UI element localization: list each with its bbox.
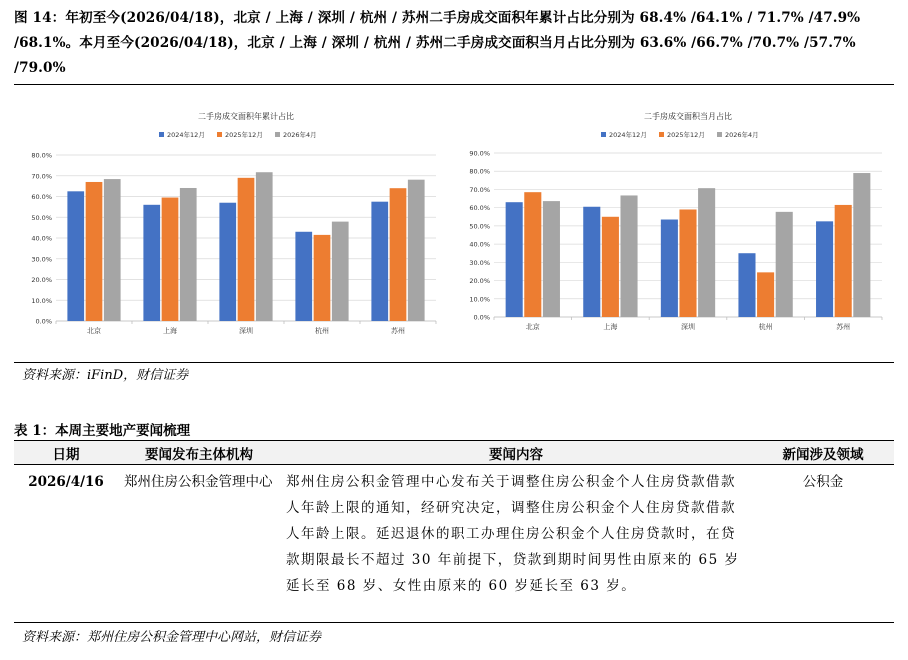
bar-0-3: [738, 253, 755, 317]
bar-2-3: [776, 212, 793, 317]
header-area: 新闻涉及领域: [752, 441, 894, 465]
y-tick-label: 50.0%: [469, 222, 490, 231]
table-row: [14, 465, 894, 602]
legend-swatch: [659, 132, 664, 137]
legend-label: 2026年4月: [725, 131, 759, 139]
row-date: 2026/4/16: [28, 474, 104, 490]
bar-2-0: [104, 179, 121, 321]
y-tick-label: 10.0%: [469, 295, 490, 304]
table-title: 表 1：本周主要地产要闻梳理: [14, 423, 191, 439]
y-tick-label: 60.0%: [469, 204, 490, 213]
row-content: 郑州住房公积金管理中心发布关于调整住房公积金个人住房贷款借款人年龄上限的通知，经研究决定，调整住房公积金个人住房贷款借款人年龄上限。延迟退休的职工办理住房公积金个人住房贷款时，在贷款期限最长不超过 30 年前提下，贷款到期时间男性由原来的 65 岁延长至 68 岁、女性由原来的 60 岁延长至 63 岁。: [286, 474, 740, 594]
y-tick-label: 70.0%: [31, 172, 52, 181]
legend-swatch: [217, 132, 222, 137]
bar-1-4: [835, 205, 852, 317]
legend-swatch: [275, 132, 280, 137]
header-content: 要闻内容: [280, 441, 752, 465]
bar-2-3: [332, 222, 349, 321]
bar-0-0: [67, 191, 84, 321]
y-tick-label: 0.0%: [473, 313, 490, 322]
chart-monthly-share-svg: [452, 95, 892, 357]
bar-0-4: [816, 221, 833, 317]
bar-1-4: [390, 188, 407, 321]
figure-top-rule: [14, 84, 894, 85]
table-source: 资料来源：郑州住房公积金管理中心网站，财信证券: [22, 630, 322, 645]
bar-0-4: [371, 202, 388, 321]
header-org: 要闻发布主体机构: [118, 441, 280, 465]
y-tick-label: 50.0%: [31, 213, 52, 222]
legend-label: 2024年12月: [167, 131, 205, 139]
x-tick-label: 深圳: [681, 323, 695, 331]
x-tick-label: 苏州: [836, 323, 851, 331]
bar-0-2: [661, 220, 678, 317]
x-tick-label: 杭州: [315, 327, 329, 335]
x-tick-label: 北京: [525, 323, 540, 331]
y-tick-label: 20.0%: [31, 276, 52, 284]
bar-2-4: [853, 173, 870, 317]
y-tick-label: 10.0%: [31, 296, 52, 305]
legend-label: 2024年12月: [609, 131, 647, 139]
y-tick-label: 20.0%: [469, 277, 490, 286]
bar-0-0: [506, 202, 523, 317]
bar-2-4: [408, 180, 425, 321]
y-tick-label: 80.0%: [469, 167, 490, 176]
y-tick-label: 70.0%: [469, 185, 490, 194]
bar-1-3: [314, 235, 331, 321]
y-tick-label: 30.0%: [469, 258, 490, 267]
y-tick-label: 90.0%: [469, 149, 490, 158]
bar-0-1: [143, 205, 160, 321]
legend-swatch: [717, 132, 722, 137]
bar-1-0: [524, 192, 541, 317]
bar-0-1: [583, 207, 600, 317]
chart-title: 二手房成交面积当月占比: [644, 112, 732, 121]
figure-source: 资料来源：iFinD，财信证券: [22, 368, 189, 383]
y-tick-label: 40.0%: [469, 240, 490, 249]
bar-2-1: [620, 195, 637, 317]
bar-1-2: [679, 209, 696, 317]
chart-monthly-share: [452, 95, 892, 357]
legend-label: 2025年12月: [667, 131, 705, 139]
x-tick-label: 上海: [603, 323, 618, 331]
figure-caption: 图 14：年初至今(2026/04/18)，北京 / 上海 / 深圳 / 杭州 / 苏州二手房成交面积年累计占比分别为 68.4% /64.1% / 71.7% /47.9% /68.1%。本月至今(2026/04/18)，北京 / 上海 / 深圳 / 杭州 / 苏州二手房成交面积当月占比分别为 63.6% /66.7% /70.7% /57.7% /79.0%: [14, 10, 861, 76]
bar-2-1: [180, 188, 197, 321]
table-header-row: [14, 441, 894, 465]
bar-0-2: [219, 203, 236, 321]
header-date: 日期: [14, 441, 118, 465]
bar-0-3: [295, 232, 312, 321]
row-area: 公积金: [802, 474, 844, 490]
y-tick-label: 40.0%: [31, 234, 52, 243]
legend-swatch: [601, 132, 606, 137]
figure-bottom-rule: [14, 362, 894, 363]
table-bottom-rule: [14, 622, 894, 623]
bar-1-1: [162, 198, 179, 321]
chart-title: 二手房成交面积年累计占比: [198, 112, 294, 121]
x-tick-label: 杭州: [758, 323, 773, 331]
bar-1-2: [238, 178, 255, 321]
bar-1-1: [602, 217, 619, 317]
x-tick-label: 北京: [87, 327, 101, 335]
bar-2-0: [543, 201, 560, 317]
bar-1-0: [86, 182, 103, 321]
legend-label: 2026年4月: [283, 131, 317, 139]
row-org: 郑州住房公积金管理中心: [124, 474, 273, 490]
y-tick-label: 0.0%: [35, 317, 52, 326]
y-tick-label: 30.0%: [31, 255, 52, 264]
x-tick-label: 深圳: [239, 327, 253, 335]
x-tick-label: 苏州: [391, 327, 405, 335]
y-tick-label: 80.0%: [31, 151, 52, 160]
chart-annual-share-svg: [14, 95, 444, 357]
legend-label: 2025年12月: [225, 131, 263, 139]
news-table: [14, 440, 894, 601]
bar-1-3: [757, 272, 774, 317]
bar-2-2: [698, 188, 715, 317]
chart-annual-share: [14, 95, 444, 357]
bar-2-2: [256, 172, 273, 321]
x-tick-label: 上海: [163, 327, 177, 335]
y-tick-label: 60.0%: [31, 193, 52, 201]
legend-swatch: [159, 132, 164, 137]
